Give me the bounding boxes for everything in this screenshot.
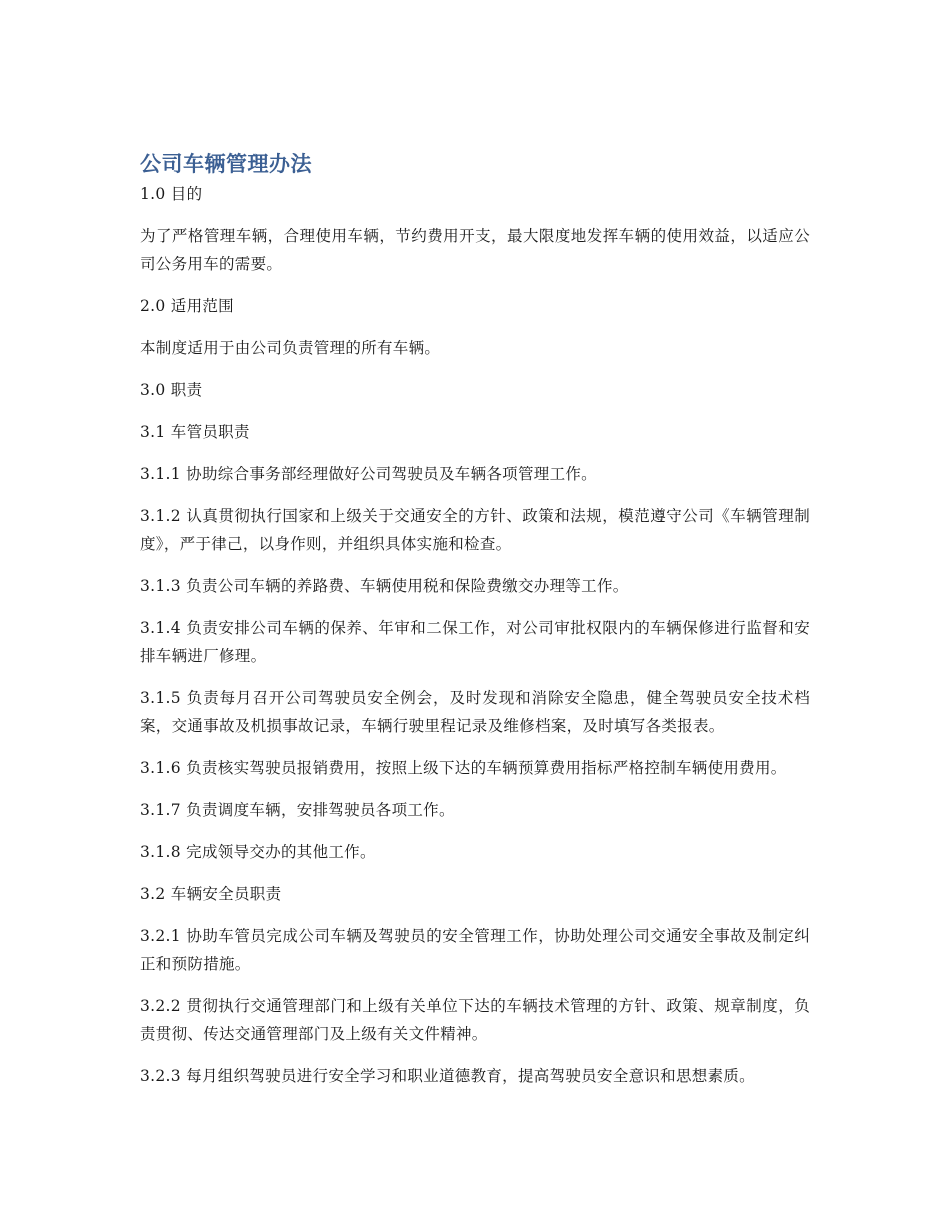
section-heading-purpose: 1.0 目的 [140,185,203,203]
clause-3-2-2: 3.2.2 贯彻执行交通管理部门和上级有关单位下达的车辆技术管理的方针、政策、规章制度，负责贯彻、传达交通管理部门及上级有关文件精神。 [140,997,810,1043]
clause-3-1-5: 3.1.5 负责每月召开公司驾驶员安全例会，及时发现和消除安全隐患，健全驾驶员安全技术档案，交通事故及机损事故记录，车辆行驶里程记录及维修档案，及时填写各类报表。 [140,689,810,735]
section-heading-scope: 2.0 适用范围 [140,297,234,315]
paragraph-purpose: 为了严格管理车辆，合理使用车辆，节约费用开支，最大限度地发挥车辆的使用效益，以适应公司公务用车的需要。 [140,227,810,273]
subsection-heading-safety-officer: 3.2 车辆安全员职责 [140,885,282,903]
subsection-heading-vehicle-manager: 3.1 车管员职责 [140,423,250,441]
clause-3-1-6: 3.1.6 负责核实驾驶员报销费用，按照上级下达的车辆预算费用指标严格控制车辆使用费用。 [140,759,787,777]
clause-3-2-1: 3.2.1 协助车管员完成公司车辆及驾驶员的安全管理工作，协助处理公司交通安全事故及制定纠正和预防措施。 [140,927,810,973]
clause-3-1-1: 3.1.1 协助综合事务部经理做好公司驾驶员及车辆各项管理工作。 [140,465,597,483]
document-page [140,148,810,1104]
clause-3-1-7: 3.1.7 负责调度车辆，安排驾驶员各项工作。 [140,801,455,819]
clause-3-1-3: 3.1.3 负责公司车辆的养路费、车辆使用税和保险费缴交办理等工作。 [140,577,629,595]
document-title: 公司车辆管理办法 [140,152,312,176]
clause-3-2-3: 3.2.3 每月组织驾驶员进行安全学习和职业道德教育，提高驾驶员安全意识和思想素质。 [140,1067,755,1085]
section-heading-duties: 3.0 职责 [140,381,203,399]
clause-3-1-2: 3.1.2 认真贯彻执行国家和上级关于交通安全的方针、政策和法规，模范遵守公司《车辆管理制度》，严于律己，以身作则，并组织具体实施和检查。 [140,507,810,553]
clause-3-1-8: 3.1.8 完成领导交办的其他工作。 [140,843,376,861]
clause-3-1-4: 3.1.4 负责安排公司车辆的保养、年审和二保工作，对公司审批权限内的车辆保修进行监督和安排车辆进厂修理。 [140,619,810,665]
paragraph-scope: 本制度适用于由公司负责管理的所有车辆。 [140,339,441,357]
